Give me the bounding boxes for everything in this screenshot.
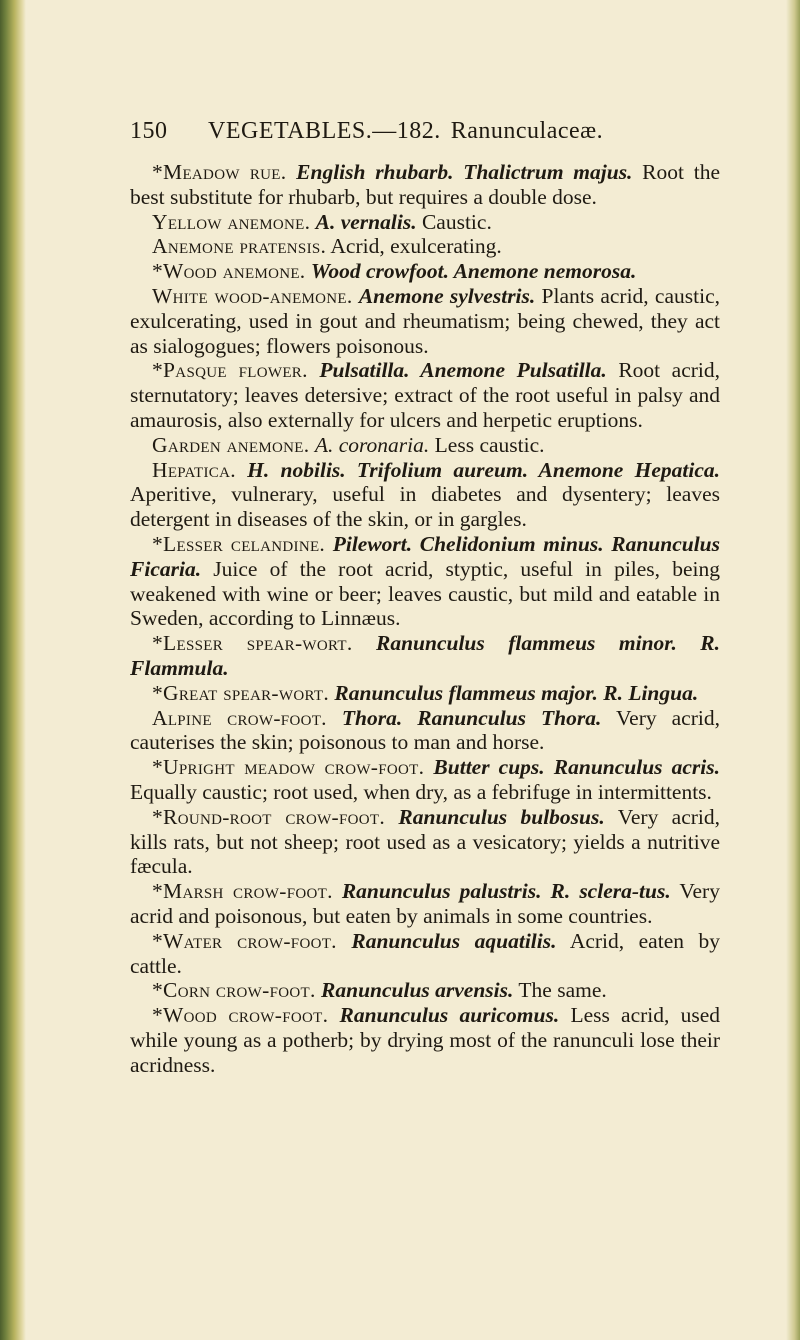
common-name: *Pasque flower. — [152, 358, 308, 383]
common-name: *Water crow-foot. — [152, 928, 337, 953]
latin-name: Pulsatilla. Anemone Pulsatilla. — [319, 358, 607, 383]
latin-name: Ranunculus arvensis. — [321, 978, 514, 1003]
running-header — [130, 118, 720, 158]
common-name: Garden anemone. — [152, 432, 310, 457]
entry-list — [130, 160, 720, 1077]
entry — [130, 755, 720, 805]
common-name: *Upright meadow crow-foot. — [152, 755, 425, 780]
description: Juice of the root acrid, styptic, useful in piles, being weakened with wine or beer; leaves caustic, but mild and eatable in Sweden, according to Linnæus. — [130, 556, 720, 631]
latin-name: Wood crowfoot. Anemone nemorosa. — [310, 259, 637, 284]
common-name: *Corn crow-foot. — [152, 978, 316, 1003]
description: Less caustic. — [434, 432, 545, 457]
latin-name: Pilewort. Chelidonium minus. Ranunculus Ficaria. — [130, 531, 720, 581]
latin-name: Ranunculus flammeus minor. R. Flammula. — [130, 631, 721, 680]
entry — [130, 433, 720, 458]
entry — [130, 358, 720, 432]
description: Root acrid, sternutatory; leaves detersive; extract of the root useful in palsy and amaurosis, also externally for ulcers and herpetic eruptions. — [130, 358, 720, 432]
entry — [130, 210, 720, 235]
description: Acrid, exulcerating. — [330, 234, 502, 259]
common-name: Hepatica. — [152, 457, 236, 482]
entry — [130, 929, 720, 979]
page-edge — [786, 0, 800, 1340]
latin-name: Ranunculus bulbosus. — [398, 804, 605, 829]
description: Very acrid, cauterises the skin; poisonous to man and horse. — [130, 705, 720, 755]
family-name: Ranunculaceæ. — [450, 118, 604, 144]
common-name: *Lesser spear-wort. — [152, 631, 353, 656]
entry — [130, 631, 720, 681]
latin-name: Butter cups. Ranunculus acris. — [433, 755, 721, 780]
common-name: *Round-root crow-foot. — [152, 804, 386, 829]
common-name: *Marsh crow-foot. — [152, 879, 333, 904]
entry — [130, 532, 720, 631]
description: Equally caustic; root used, when dry, as a febrifuge in intermittents. — [130, 779, 712, 804]
latin-name: A. vernalis. — [315, 209, 417, 234]
common-name: *Great spear-wort. — [152, 680, 330, 705]
book-page — [130, 118, 720, 1077]
common-name: White wood-anemone. — [152, 283, 353, 308]
description: Caustic. — [421, 209, 492, 234]
description: Very acrid, kills rats, but not sheep; root used as a vesicatory; yields a nutritive fæcula. — [130, 804, 720, 879]
entry — [130, 805, 720, 879]
latin-name: Thora. Ranunculus Thora. — [341, 705, 602, 730]
common-name: *Wood anemone. — [152, 259, 306, 284]
latin-name: H. nobilis. Trifolium aureum. Anemone Hepatica. — [247, 457, 720, 482]
entry — [130, 234, 720, 259]
entry — [130, 1003, 720, 1077]
description: Acrid, eaten by cattle. — [130, 928, 720, 978]
entry — [130, 160, 720, 210]
common-name: *Wood crow-foot. — [152, 1003, 329, 1028]
common-name: Yellow anemone. — [152, 209, 311, 234]
latin-name: Anemone sylvestris. — [358, 283, 536, 308]
entry — [130, 706, 720, 756]
entry — [130, 284, 720, 358]
latin-name: Ranunculus flammeus major. R. Lingua. — [334, 680, 699, 705]
description: The same. — [518, 978, 607, 1003]
latin-name: Ranunculus palustris. R. sclera-tus. — [341, 879, 671, 904]
book-spine-edge — [0, 0, 26, 1340]
entry — [130, 681, 720, 706]
description: Less acrid, used while young as a potherb; by drying most of the ranunculi lose their acridness. — [130, 1003, 721, 1077]
latin-name: A. coronaria. — [314, 432, 430, 457]
entry — [130, 978, 720, 1003]
page-number: 150 — [130, 118, 168, 144]
latin-name: English rhubarb. Thalictrum majus. — [296, 160, 633, 184]
latin-name: Ranunculus auricomus. — [339, 1003, 560, 1028]
section-title: VEGETABLES.—182. — [208, 118, 441, 144]
entry — [130, 458, 720, 532]
common-name: Alpine crow-foot. — [152, 705, 327, 730]
description: Root the best substitute for rhubarb, but requires a double dose. — [130, 160, 720, 209]
description: Aperitive, vulnerary, useful in diabetes and dysentery; leaves detergent in diseases of the skin, or in gargles. — [130, 482, 720, 532]
common-name: *Lesser celandine. — [152, 531, 326, 556]
common-name: *Meadow rue. — [152, 160, 287, 184]
description: Plants acrid, caustic, exulcerating, used in gout and rheumatism; being chewed, they act as sialogogues; flowers poisonous. — [130, 283, 720, 358]
latin-name: Ranunculus aquatilis. — [351, 928, 557, 953]
entry — [130, 879, 720, 929]
common-name: Anemone pratensis. — [152, 234, 327, 259]
entry — [130, 259, 720, 284]
description: Very acrid and poisonous, but eaten by animals in some countries. — [130, 879, 720, 928]
